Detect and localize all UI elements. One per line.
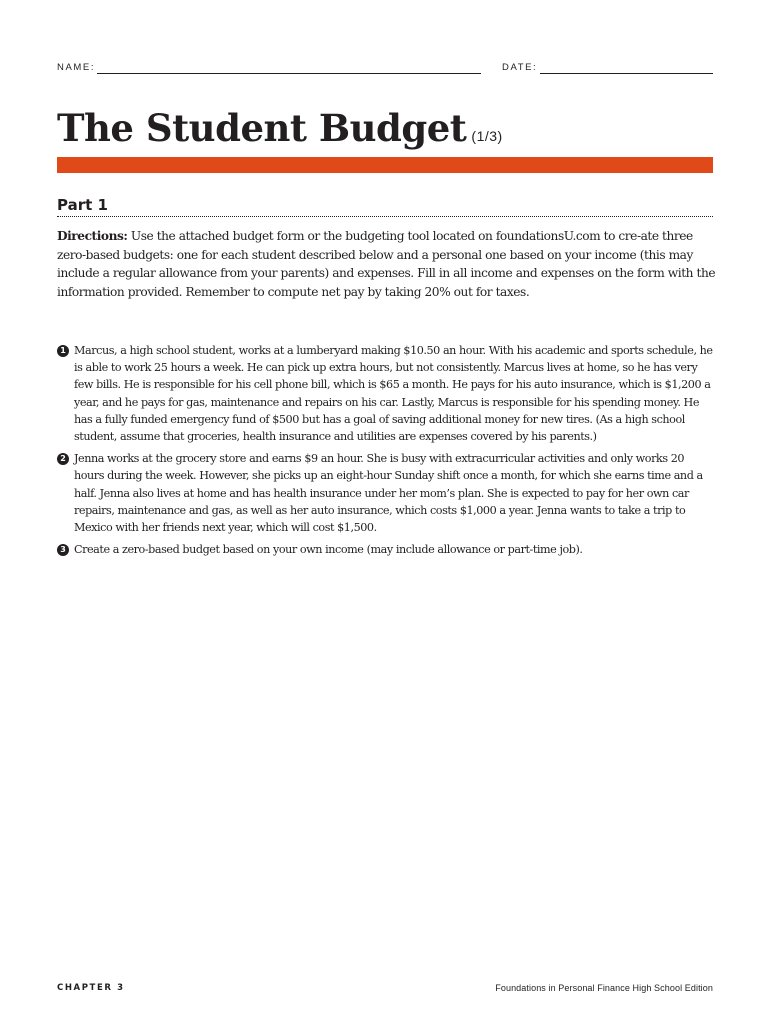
- page-indicator: (1/3): [471, 128, 503, 144]
- number-badge: 2: [57, 453, 69, 465]
- dotted-divider: [57, 216, 713, 217]
- number-badge: 3: [57, 544, 69, 556]
- list-item: [57, 342, 717, 445]
- list-item: [57, 450, 717, 536]
- directions-text: Use the attached budget form or the budgeting tool located on foundationsU.com to cre-ate three zero-based budgets: one for each student described below and a personal one based on your income (this may include a regular allowance from your parents) and expenses. Fill in all income and expenses on the form with the information provided. Remember to compute net pay by taking 20% out for taxes.: [57, 229, 716, 300]
- directions-label: Directions:: [57, 229, 128, 243]
- footer-book-title: Foundations in Personal Finance High School Edition: [495, 983, 713, 993]
- header: [57, 61, 713, 75]
- number-badge: 1: [57, 345, 69, 357]
- footer-chapter: CHAPTER 3: [57, 983, 125, 993]
- date-label: DATE:: [502, 62, 538, 73]
- part-heading: Part 1: [57, 196, 108, 214]
- page-title: The Student Budget: [57, 106, 467, 150]
- name-field[interactable]: [97, 73, 481, 74]
- list-item: [57, 541, 717, 558]
- scenario-list: [57, 342, 717, 563]
- date-field[interactable]: [540, 73, 713, 74]
- directions-paragraph: [57, 227, 717, 302]
- list-item-text: Jenna works at the grocery store and earns $9 an hour. She is busy with extracurricular activities and only works 20 hours during the week. However, she picks up an eight-hour Sunday shift once a month, for which she earns time and a half. Jenna also lives at home and has health insurance under her mom’s plan. She is expected to pay for her own car repairs, maintenance and gas, as well as her auto insurance, which costs $1,000 a year. Jenna wants to take a trip to Mexico with her friends next year, which will cost $1,500.: [74, 452, 703, 535]
- title-row: [57, 104, 717, 154]
- name-label: NAME:: [57, 62, 96, 73]
- list-item-text: Marcus, a high school student, works at a lumberyard making $10.50 an hour. With his academic and sports schedule, he is able to work 25 hours a week. He can pick up extra hours, but not consistently. Marcus lives at home, so he has very few bills. He is responsible for his cell phone bill, which is $65 a month. He pays for his auto insurance, which is $1,200 a year, and he pays for gas, maintenance and repairs on his car. Lastly, Marcus is responsible for his spending money. He has a fully funded emergency fund of $500 but has a goal of saving additional money for new tires. (As a high school student, assume that groceries, health insurance and utilities are expenses covered by his parents.): [74, 344, 713, 444]
- accent-bar: [57, 157, 713, 173]
- list-item-text: Create a zero-based budget based on your own income (may include allowance or part-time job).: [74, 543, 583, 557]
